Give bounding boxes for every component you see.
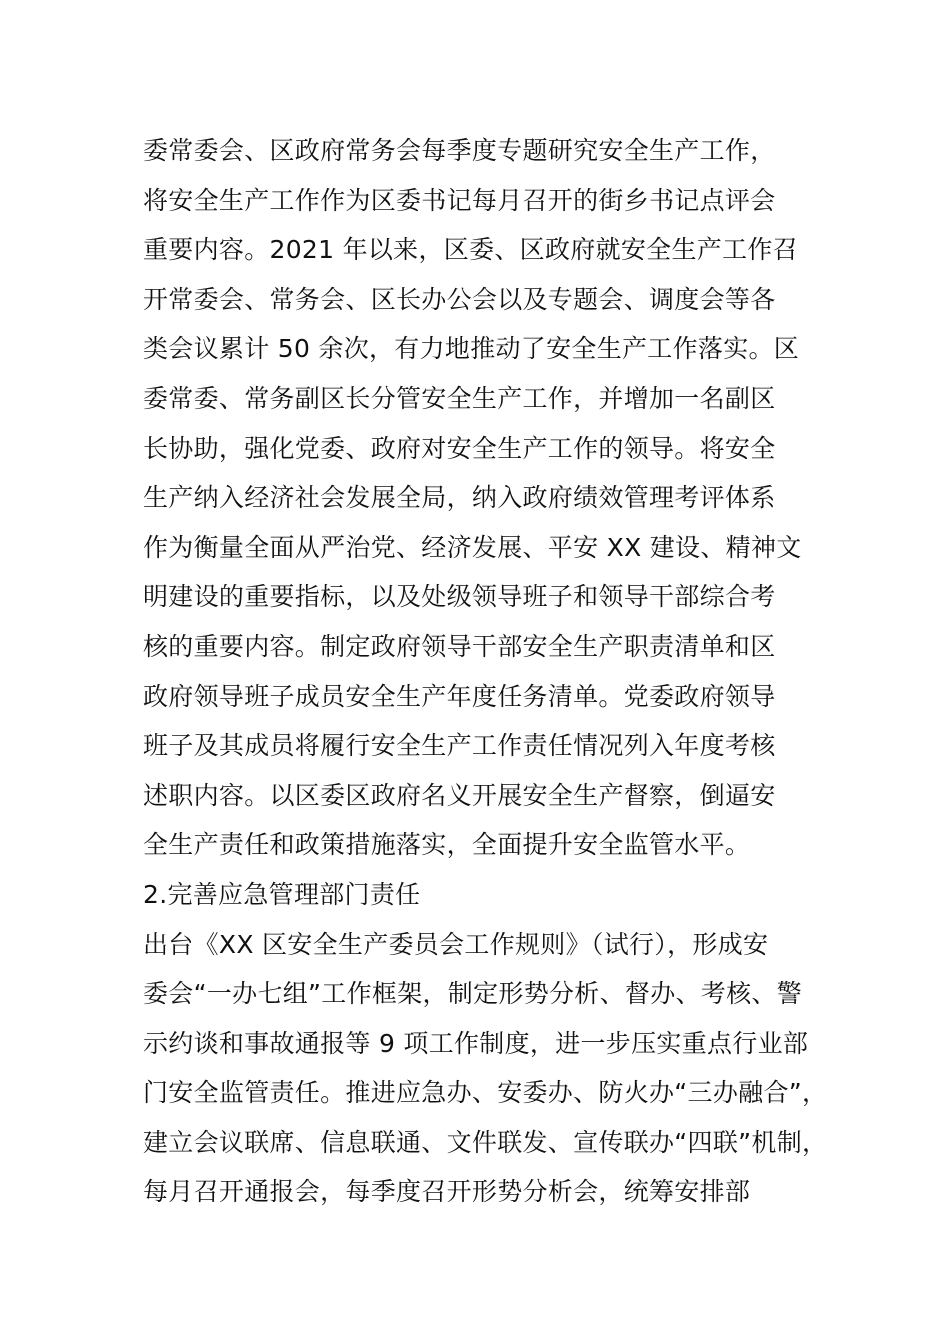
paragraph-line: 重要内容。2021 年以来，区委、区政府就安全生产工作召: [143, 235, 798, 265]
paragraph-line: 委常委会、区政府常务会每季度专题研究安全生产工作，: [143, 136, 776, 165]
paragraph-line: 委常委、常务副区长分管安全生产工作，并增加一名副区: [143, 383, 776, 413]
paragraph-line: 核的重要内容。制定政府领导干部安全生产职责清单和区: [143, 631, 776, 661]
paragraph-line: 作为衡量全面从严治党、经济发展、平安 XX 建设、精神文: [143, 532, 802, 562]
paragraph-line: 门安全监管责任。推进应急办、安委办、防火办“三办融合”，: [143, 1078, 828, 1108]
paragraph-line: 班子及其成员将履行安全生产工作责任情况列入年度考核: [143, 731, 776, 761]
paragraph-line: 每月召开通报会，每季度召开形势分析会，统筹安排部: [143, 1177, 751, 1207]
paragraph-line: 明建设的重要指标，以及处级领导班子和领导干部综合考: [143, 582, 776, 612]
paragraph-line: 长协助，强化党委、政府对安全生产工作的领导。将安全: [143, 433, 776, 463]
paragraph-line: 全生产责任和政策措施落实，全面提升安全监管水平。: [143, 830, 751, 860]
section-heading: 2.完善应急管理部门责任: [143, 879, 421, 909]
paragraph-line: 生产纳入经济社会发展全局，纳入政府绩效管理考评体系: [143, 483, 776, 513]
paragraph-line: 建立会议联席、信息联通、文件联发、宣传联办“四联”机制，: [143, 1127, 828, 1157]
paragraph-line: 示约谈和事故通报等 9 项工作制度，进一步压实重点行业部: [143, 1028, 809, 1058]
document-body: [143, 126, 843, 1217]
paragraph-line: 出台《XX 区安全生产委员会工作规则》（试行），形成安: [143, 929, 769, 959]
paragraph-line: 政府领导班子成员安全生产年度任务清单。党委政府领导: [143, 681, 776, 711]
paragraph-line: 类会议累计 50 余次，有力地推动了安全生产工作落实。区: [143, 334, 800, 364]
paragraph-line: 开常委会、常务会、区长办公会以及专题会、调度会等各: [143, 284, 776, 314]
paragraph-line: 述职内容。以区委区政府名义开展安全生产督察，倒逼安: [143, 780, 776, 810]
paragraph-line: 将安全生产工作作为区委书记每月召开的街乡书记点评会: [143, 185, 776, 215]
paragraph-line: 委会“一办七组”工作框架，制定形势分析、督办、考核、警: [143, 979, 803, 1009]
